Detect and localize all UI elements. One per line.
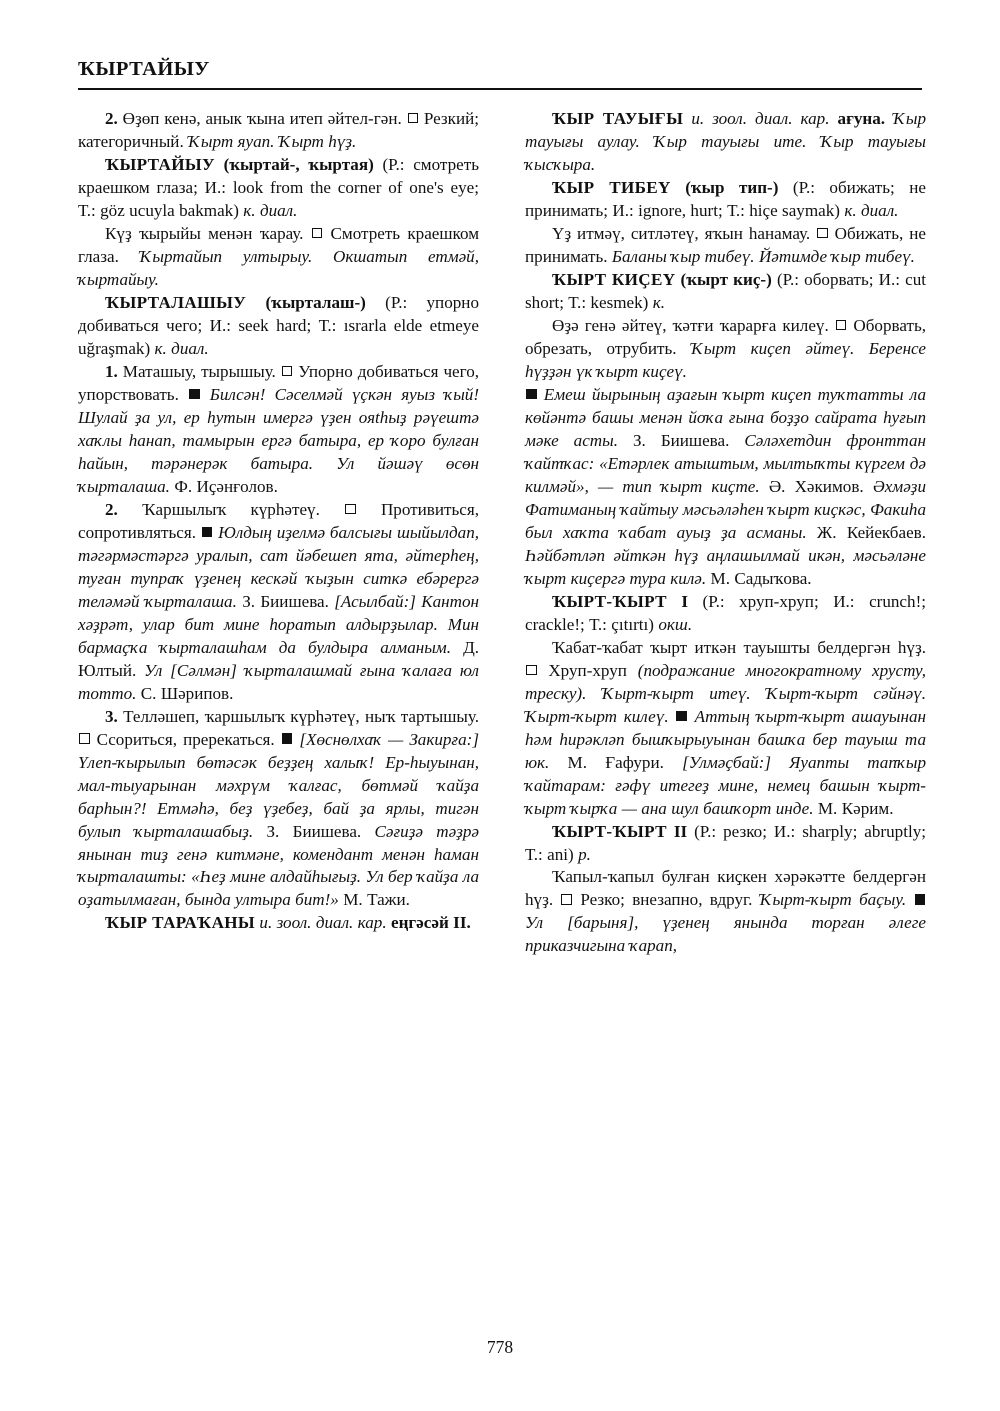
- citation-source-4: М. Садыҡова.: [710, 568, 812, 588]
- grammar-label: к. диал.: [243, 200, 298, 220]
- russian-gloss: Ссориться, пререкаться.: [96, 729, 275, 749]
- entry-kyr-tibeu: [525, 177, 926, 223]
- citation-source-3: Ж. Кейекбаев.: [816, 522, 926, 542]
- homograph-number: II: [673, 821, 688, 841]
- square-open-icon: [408, 113, 419, 124]
- grammar-label: р.: [578, 844, 591, 864]
- grammar-label: к. диал.: [154, 338, 209, 358]
- headword-forms: (ҡырт киҫ-): [680, 269, 772, 289]
- russian-gloss: Оборвать, обрезать, отрубить.: [525, 315, 927, 358]
- square-open-icon: [526, 665, 537, 676]
- square-open-icon: [836, 320, 847, 331]
- left-column: [78, 108, 479, 958]
- headword-forms: (ҡыр тип-): [685, 177, 779, 197]
- entry-kyrt-kyrt-1: [525, 591, 926, 637]
- headword: ҠЫРТ КИҪЕҮ: [552, 269, 676, 289]
- citation-text-4: Һәйбәтләп әйткән һүҙ аңлашылмай икән, мәсьәләне ҡырт киҫергә тура килә.: [525, 545, 926, 588]
- example-italic: Ҡырт яуап. Ҡырт һүҙ.: [188, 131, 357, 151]
- entry-kyrtalashyu: [78, 292, 479, 361]
- square-open-icon: [817, 228, 828, 239]
- square-filled-icon: [282, 733, 293, 744]
- example-italic: Ҡыртайып ултырыу. Окшатып етмәй, ҡыртайыу.: [78, 246, 480, 289]
- bashkir-gloss: Ҡаршылыҡ күрһәтеү.: [142, 499, 320, 519]
- grammar-label: окш.: [658, 614, 693, 634]
- russian-gloss: Хруп-хруп: [548, 660, 627, 680]
- headword-translations: (Р.: оборвать; И.: cut short; Т.: kesmek): [525, 269, 926, 312]
- bashkir-gloss: Үҙ итмәү, ситләтеү, яҡын һанамау.: [552, 223, 811, 243]
- example-italic: Ҡыр тауығы аулау. Ҡыр тауығы ите. Ҡыр тауығы ҡысҡыра.: [525, 109, 927, 174]
- entry-kyrt-kiseu-citations: [525, 384, 926, 591]
- citation-text: [Хөснөлхаҡ — Закирға:] Үлеп-ҡырылып бөтәсәк беҙҙең халыҡ! Ер-һыуынан, мал-тыуарынан мәхрүм ҡалғас, бөтмәй ҡайҙа барһын?! Етмәһә, беҙ үҙебеҙ, бай ҙа ярлы, тигән булып ҡырталашабыҙ.: [78, 729, 479, 841]
- entry-kyr-tarakany: [78, 912, 479, 935]
- headword-translations: (Р.: обижать; не принимать; И.: ignore, hurt; Т.: hiçe saymak): [525, 177, 926, 220]
- citation-source-3: С. Шәрипов.: [140, 683, 234, 703]
- headword: ҠЫРТАЛАШЫУ: [105, 292, 247, 312]
- square-open-icon: [282, 366, 293, 377]
- headword: ҠЫР ТАРАҠАНЫ: [105, 913, 256, 933]
- bashkir-gloss: Ҡапыл-ҡапыл булған киҫкен хәрәкәтте белдергән һүҙ.: [525, 867, 926, 910]
- headword: ҠЫРТ-ҠЫРТ: [552, 821, 667, 841]
- entry-kyr-tauygy: [525, 108, 926, 177]
- citation-text-2: [Улмәҫбай:] Яуапты тапҡыр ҡайтарам: ғәфү итегеҙ мине, немец башын ҡырт-ҡырт ҡырҡа — ана шул башҡорт инде.: [525, 752, 927, 818]
- square-filled-icon: [526, 389, 537, 400]
- page-number: 778: [486, 1337, 514, 1357]
- sense-number: 3.: [105, 706, 118, 726]
- entry-kyrt-kyrt-2-body: [525, 866, 926, 958]
- grammar-label: к. диал.: [844, 200, 899, 220]
- entry-kyrt-kiseu-body: [525, 315, 926, 384]
- bashkir-gloss: Күҙ ҡырыйы менән ҡарау.: [105, 223, 304, 243]
- citation-source: Ф. Иҫәнғолов.: [174, 476, 278, 496]
- headword: ҠЫР ТАУЫҒЫ: [552, 109, 684, 128]
- sense-number: 2.: [105, 109, 118, 128]
- homograph-number: I: [681, 591, 689, 611]
- citation-source: З. Биишева.: [266, 821, 362, 841]
- running-head: [78, 58, 922, 90]
- bashkir-gloss: Өҙөп кенә, анык ҡына итеп әйтел-гән.: [122, 109, 402, 128]
- example-italic: Ҡырт-ҡырт итеү. Ҡырт-ҡырт сәйнәү. Ҡырт-ҡырт килеү.: [525, 683, 926, 726]
- square-filled-icon: [189, 389, 200, 400]
- citation-text: Емеш йырының аҙағын ҡырт киҫеп туҡтатты ла көйәнтә башы менән йоҡа ғына боҙҙо сайрата һуғып мәке асты.: [525, 384, 926, 450]
- russian-gloss: Смотреть краешком глаза.: [78, 223, 480, 266]
- citation-source: М. Ғафури.: [567, 752, 664, 772]
- example-italic: Ҡырт-ҡырт баҫыу.: [759, 890, 907, 910]
- headword-forms: (ҡыртай-, ҡыртая): [223, 154, 374, 174]
- bashkir-gloss: Өҙә генә әйтеү, ҡәтғи ҡарарға килеү.: [552, 315, 829, 335]
- entry-sense-1: [78, 361, 479, 499]
- square-open-icon: [79, 733, 90, 744]
- entry-sense-3: [78, 706, 479, 913]
- russian-gloss: Резкий; категоричный.: [78, 109, 480, 151]
- citation-source-2: Д. Юлтый.: [78, 637, 480, 680]
- square-filled-icon: [202, 527, 213, 538]
- cross-reference: еңгәсәй II.: [390, 913, 471, 933]
- citation-text: Ул [барыня], үҙенең янында торған әлеге приказчигына ҡарап,: [525, 913, 926, 956]
- citation-text-3: Әхмәҙи Фатиманың ҡайтыу мәсьәләһен ҡырт киҫкәс, Факиһа был хаҡта ҡабат ауыҙ ҙа асманы.: [525, 476, 927, 542]
- headword-translations: (Р.: хруп-хруп; И.: crunch!; crackle!; Т.: çıtırtı): [525, 591, 927, 634]
- citation-text-3: Ул [Сәлмән] ҡырталашмай ғына ҡалаға юл тотто.: [78, 660, 479, 703]
- grammar-label: к.: [652, 292, 666, 312]
- square-open-icon: [312, 228, 323, 239]
- headword-translations: (Р.: резко; И.: sharply; abruptly; Т.: ani): [525, 821, 927, 864]
- citation-text-2: [Асылбай:] Кантон хәҙрәт, улар бит мине һоратып алдырҙылар. Мин бармаҫҡа ҡырталашһам да булдыра алманым.: [78, 591, 480, 657]
- entry-kyrt-kyrt-2: [525, 821, 926, 867]
- sense-number: 1.: [105, 361, 118, 381]
- citation-text: Билсән! Сәселмәй үҫкән яуыз ҡый! Шулай ҙа ул, ер һутын имергә үҙен ояthыҙ рәүештә хаҡлы һанап, тамырын ергә батыра, ер ҡоро булған һайын, тәрәнерәк батыра. Ул йәшәү өсөн ҡырталаша.: [78, 384, 480, 496]
- cross-reference: ағуна.: [837, 109, 886, 128]
- citation-source: З. Биишева.: [242, 591, 329, 611]
- entry-sense-continuation: [78, 108, 479, 154]
- square-filled-icon: [676, 711, 687, 722]
- citation-source-2: М. Кәрим.: [817, 798, 894, 818]
- citation-source-2: М. Тажи.: [343, 890, 410, 910]
- bashkir-gloss: Маташыу, тырышыу.: [122, 361, 276, 381]
- russian-gloss: Упорно добиваться чего, упорствовать.: [78, 361, 480, 404]
- entry-kyrtayyu: [78, 154, 479, 223]
- headword: ҠЫРТ-ҠЫРТ: [552, 591, 667, 611]
- running-head-title: ҠЫРТАЙЫУ: [78, 58, 210, 80]
- column-container: [78, 108, 926, 958]
- entry-sense-2: [78, 499, 479, 706]
- entry-kyrtayyu-body: [78, 223, 479, 292]
- square-filled-icon: [915, 894, 926, 905]
- example-italic: Ҡырт киҫеп әйтеү. Беренсе һүҙҙән үк ҡырт киҫеү.: [525, 338, 926, 381]
- russian-gloss: Резко; внезапно, вдруг.: [580, 890, 753, 910]
- russian-gloss: Противиться, сопротивляться.: [78, 499, 479, 542]
- citation-text: Юлдың иҙелмә балсығы шыйылдап, тәгәрмәстәргә уралып, сат йәбешеп ята, әйтерһең, туған тупраҡ үҙенең кескәй ҡыҙын ситкә ебәрергә теләмәй ҡырталаша.: [78, 522, 480, 611]
- sense-number: 2.: [105, 499, 118, 519]
- headword: ҠЫРТАЙЫУ: [105, 154, 215, 174]
- headword: ҠЫР ТИБЕҮ: [552, 177, 671, 197]
- bashkir-gloss: Ҡабат-ҡабат ҡырт иткән тауышты белдергән һүҙ.: [552, 637, 926, 657]
- grammar-label: и. зоол. диал. кар.: [259, 913, 387, 933]
- square-open-icon: [561, 894, 572, 905]
- citation-text-2: Сәләхетдин фронттан ҡайтҡас: «Етәрлек атыштым, мылтыҡты күргем дә килмәй», — тип ҡырт киҫте.: [525, 430, 927, 496]
- headword-forms: (ҡырталаш-): [265, 292, 366, 312]
- entry-kyrt-kyrt-1-body: [525, 637, 926, 821]
- headword-translations: (Р.: смотреть краешком глаза; И.: look from the corner of one's eye; Т.: göz ucuyla bakmak): [78, 154, 479, 220]
- right-column: [525, 108, 926, 958]
- headword-translations: (Р.: упорно добиваться чего; И.: seek hard; Т.: ısrarla elde etmeye uğraşmak): [78, 292, 479, 358]
- citation-text-2: Сәғиҙә тәҙрә янынан тиҙ генә китмәне, комендант менән һаман ҡырталашты: «Һеҙ мине алдайһығыҙ. Ул бер ҡайҙа ла оҙатылмаған, бында ултыра бит!»: [78, 821, 480, 910]
- bashkir-gloss: Телләшеп, ҡаршылыҡ күрһәтеү, ныҡ тартышыу.: [123, 706, 479, 726]
- entry-kyrt-kiseu: [525, 269, 926, 315]
- header-rule: [78, 88, 922, 90]
- citation-source-2: Ә. Хәкимов.: [768, 476, 864, 496]
- citation-text: Аттың ҡырт-ҡырт ашауынан һәм һирәкләп бышҡырыуынан башҡа бер тауыш та юк.: [525, 706, 926, 772]
- russian-gloss-paren: (подражание многократному хрусту, треску).: [525, 660, 927, 703]
- example-italic: Баланы ҡыр тибеү. Йәтимде ҡыр тибеү.: [611, 246, 915, 266]
- square-open-icon: [345, 504, 356, 515]
- citation-source: З. Биишева.: [632, 430, 730, 450]
- grammar-label: и. зоол. диал. кар.: [691, 109, 830, 128]
- russian-gloss: Обижать, не принимать.: [525, 223, 926, 266]
- entry-kyr-tibeu-body: [525, 223, 926, 269]
